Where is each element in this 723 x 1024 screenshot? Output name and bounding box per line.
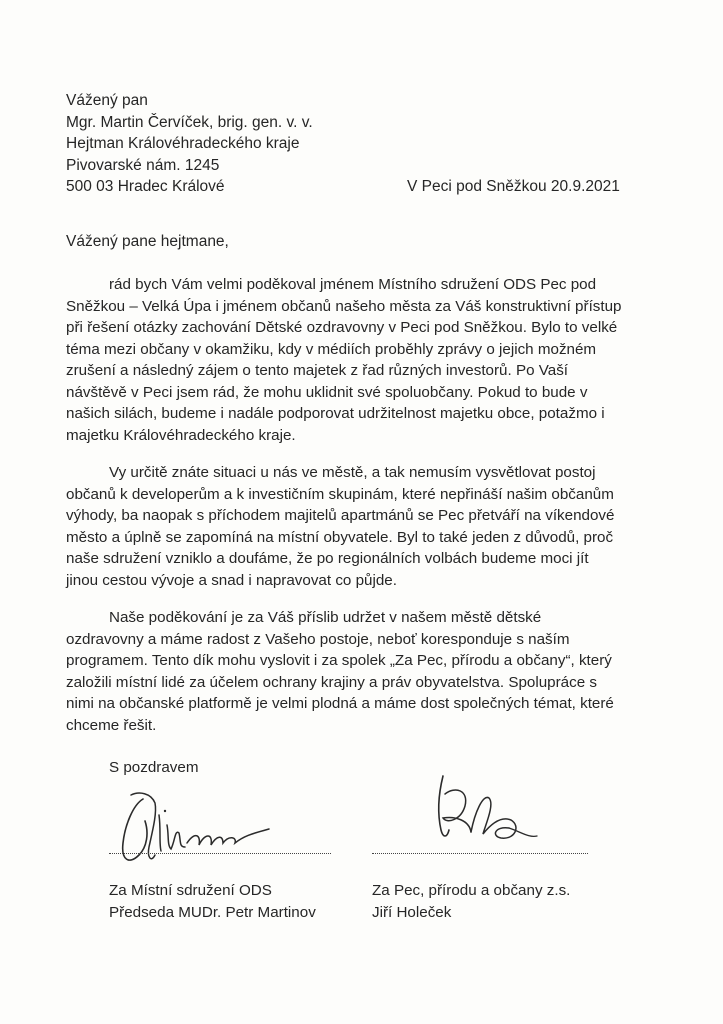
salutation: Vážený pane hejtmane, [66,233,229,250]
place-and-date: V Peci pod Sněžkou 20.9.2021 [407,178,620,195]
body-paragraph-1: rád bych Vám velmi poděkoval jménem Místního sdružení ODS Pec pod Sněžkou – Velká Úpa i jménem občanů našeho města za Váš konstruktivní přístup při řešení otázky zachování Dětské ozdravovny v Peci pod Sněžkou. Bylo to velké téma mezi občany v okamžiku, kdy v médiích proběhly zprávy o jejich možném zrušení a následný zájem o tento majetek z řad různých investorů. Po Vaší návštěvě v Peci jsem rád, že mohu uklidnit své spoluobčany. Pokud to bude v našich silách, budeme i nadále podporovat udržitelnost majetku obce, potažmo i majetku Královéhradeckého kraje. [66,276,622,444]
signature-line-left [109,853,331,854]
handwritten-signature-left [95,785,295,885]
recipient-address [66,90,366,198]
recipient-line-2: Mgr. Martin Červíček, brig. gen. v. v. [66,113,313,131]
body-paragraph-2: Vy určitě znáte situaci u nás ve městě, a tak nemusím vysvětlovat postoj občanů k developerům a k investičním skupinám, které nepřináší našim občanům výhody, ba naopak s příchodem majitelů apartmánů se Pec přetváří na víkendové město a úplně se zapomíná na místní obyvatele. Byl to také jeden z důvodů, proč naše sdružení vzniklo a doufáme, že po regionálních volbách budeme moci jít jinou cestou vývoje a snad i napravovat co půjde. [66,464,615,589]
recipient-line-3: Hejtman Královéhradeckého kraje [66,135,300,153]
closing-greeting: S pozdravem [109,759,199,776]
handwritten-signature-right [425,772,555,862]
signer-right-organization: Za Pec, přírodu a občany z.s. [372,882,571,899]
signer-left-organization: Za Místní sdružení ODS [109,882,272,899]
signer-block-right [372,880,570,923]
signature-line-right [372,853,588,854]
recipient-line-4: Pivovarské nám. 1245 [66,156,220,174]
signer-left-name: Předseda MUDr. Petr Martinov [109,903,316,921]
recipient-line-1: Vážený pan [66,92,148,109]
recipient-line-5: 500 03 Hradec Králové [66,178,225,196]
signer-right-name: Jiří Holeček [372,903,452,921]
body-paragraph-3: Naše poděkování je za Váš příslib udržet v našem městě dětské ozdravovny a máme radost z Vašeho postoje, neboť koresponduje s naším programem. Tento dík mohu vyslovit i za spolek „Za Pec, přírodu a občany“, který založili místní lidé za účelem ochrany krajiny a práv obyvatelstva. Spolupráce s nimi na občanské platformě je velmi plodná a máme dost společných témat, které chceme řešit. [66,609,614,734]
signer-block-left [109,880,316,923]
